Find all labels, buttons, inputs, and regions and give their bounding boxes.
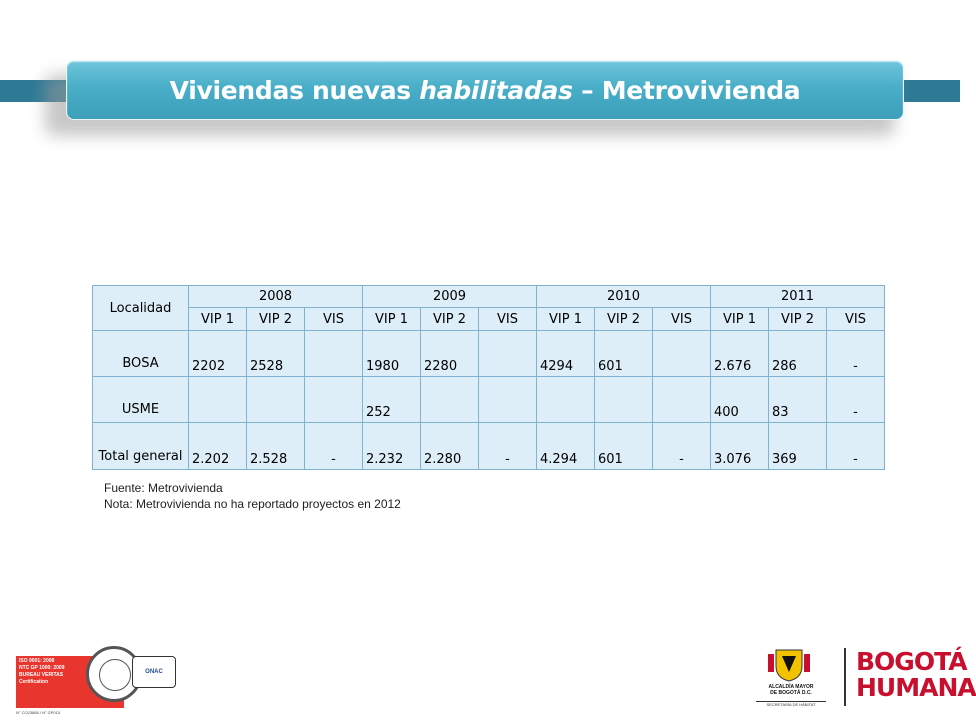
iso-line: BUREAU VERITAS	[19, 672, 64, 678]
notes	[104, 480, 401, 512]
alcaldia-line: ALCALDÍA MAYOR	[768, 684, 814, 690]
table-cell: -	[827, 331, 885, 377]
table-cell: 4.294	[537, 423, 595, 470]
table-cell: 2.202	[189, 423, 247, 470]
table-cell: 400	[711, 377, 769, 423]
row-label: Total general	[93, 423, 189, 470]
table-cell: -	[653, 423, 711, 470]
type-header: VIS	[653, 308, 711, 331]
table-cell	[247, 377, 305, 423]
table-cell	[653, 377, 711, 423]
bogota-humana-logo-line1: BOGOTÁ	[856, 647, 967, 676]
alcaldia-line: DE BOGOTÁ D.C.	[770, 690, 812, 696]
table-cell	[421, 377, 479, 423]
title-part2: – Metrovivienda	[572, 75, 801, 105]
type-header: VIP 2	[595, 308, 653, 331]
table-cell: -	[479, 423, 537, 470]
title-banner	[66, 60, 904, 120]
year-header: 2011	[711, 286, 885, 308]
corner-header: Localidad	[93, 286, 189, 331]
onac-logo: ONAC	[132, 656, 176, 688]
housing-table	[92, 285, 885, 470]
row-label: USME	[93, 377, 189, 423]
table-cell: 2280	[421, 331, 479, 377]
alcaldia-label	[756, 684, 826, 696]
iso-line: ISO 9001: 2008	[19, 658, 55, 664]
type-header: VIP 1	[711, 308, 769, 331]
type-header: VIP 2	[421, 308, 479, 331]
type-header: VIP 1	[363, 308, 421, 331]
table-cell: 2528	[247, 331, 305, 377]
table-cell: 2.676	[711, 331, 769, 377]
year-header: 2009	[363, 286, 537, 308]
table-cell: -	[305, 423, 363, 470]
bogota-humana-logo-line2: HUMANA	[856, 673, 976, 702]
table-cell	[305, 377, 363, 423]
iso-line: Certification	[19, 679, 49, 685]
table-cell: 3.076	[711, 423, 769, 470]
table-cell	[479, 331, 537, 377]
iso-line: NTC GP 1000: 2009	[19, 665, 65, 671]
table-cell: -	[827, 377, 885, 423]
table-cell: 2202	[189, 331, 247, 377]
table-cell: -	[827, 423, 885, 470]
type-header: VIP 2	[247, 308, 305, 331]
table-cell: 252	[363, 377, 421, 423]
type-header: VIP 2	[769, 308, 827, 331]
table-cell	[189, 377, 247, 423]
slide-title	[170, 76, 801, 105]
table-cell	[305, 331, 363, 377]
table-row	[93, 423, 885, 470]
bogota-crest-icon	[766, 646, 812, 682]
table-row	[93, 331, 885, 377]
table-cell	[595, 377, 653, 423]
table-cell: 286	[769, 331, 827, 377]
table-row	[93, 377, 885, 423]
type-header-row	[93, 308, 885, 331]
year-header-row	[93, 286, 885, 308]
title-italic: habilitadas	[419, 75, 573, 105]
table-cell: 2.280	[421, 423, 479, 470]
type-header: VIS	[827, 308, 885, 331]
year-header: 2008	[189, 286, 363, 308]
secretaria-label: SECRETARÍA DE HÁBITAT	[756, 701, 826, 707]
table-cell: 2.232	[363, 423, 421, 470]
table-cell: 601	[595, 423, 653, 470]
type-header: VIP 1	[537, 308, 595, 331]
type-header: VIS	[305, 308, 363, 331]
table-cell: 1980	[363, 331, 421, 377]
type-header: VIP 1	[189, 308, 247, 331]
cert-number: N° CO23888 / N° GP015	[16, 710, 61, 715]
logo-divider	[844, 648, 846, 706]
table-cell: 369	[769, 423, 827, 470]
table-cell: 601	[595, 331, 653, 377]
report-note: Nota: Metrovivienda no ha reportado proyectos en 2012	[104, 497, 401, 511]
type-header: VIS	[479, 308, 537, 331]
source-note: Fuente: Metrovivienda	[104, 481, 223, 495]
table-cell	[479, 377, 537, 423]
table-cell: 2.528	[247, 423, 305, 470]
table-cell	[537, 377, 595, 423]
table-cell: 4294	[537, 331, 595, 377]
title-part1: Viviendas nuevas	[169, 75, 420, 105]
table-cell	[653, 331, 711, 377]
table-cell: 83	[769, 377, 827, 423]
row-label: BOSA	[93, 331, 189, 377]
year-header: 2010	[537, 286, 711, 308]
